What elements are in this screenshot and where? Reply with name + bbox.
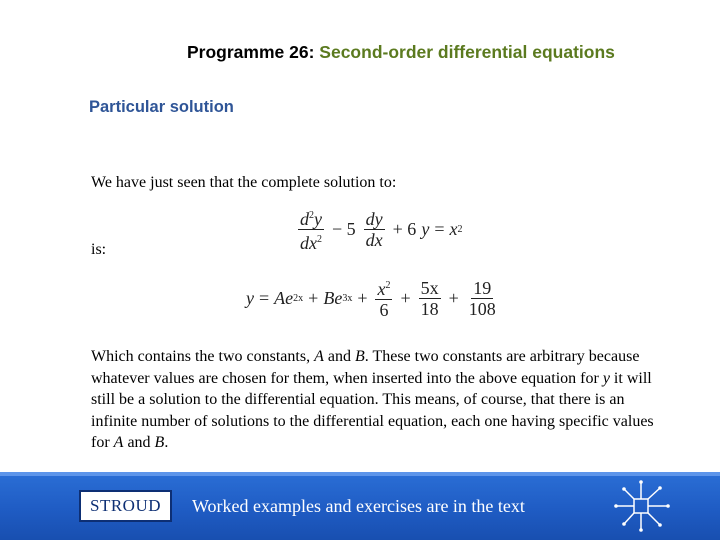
first-derivative-fraction: $\frac{dy}{dx}$ — [365, 209, 383, 250]
programme-header — [187, 42, 615, 63]
section-title: Particular solution — [89, 98, 234, 116]
intro-text: We have just seen that the complete solution to: — [91, 174, 397, 191]
differential-equation: $\frac{d^2y}{dx^2}$ − 5 $\frac{dy}{dx}$ + 6 y = x 2 — [295, 206, 462, 253]
is-label: is: — [91, 241, 107, 258]
compass-star-icon — [614, 480, 670, 532]
x-squared-over-6: $\frac{x^2}{6}$ — [375, 276, 392, 320]
programme-label: Programme 26: — [187, 42, 315, 62]
19-over-108: $\frac{19}{108}$ — [468, 277, 496, 319]
5x-over-18: $\frac{5x}{18}$ — [420, 277, 439, 319]
stroud-logo[interactable]: STROUD — [79, 490, 172, 522]
explanation-paragraph: Which contains the two constants, A and B. These two constants are arbitrary because whatever values are chosen for them, when inserted into the above equation for y it will still be a solution to the differential equation. This means, of course, that there is an infinite number of solutions to the differential equation, each one having specific values for A and B. — [91, 348, 654, 451]
footer-text: Worked examples and exercises are in the text — [192, 496, 525, 516]
programme-subtitle: Second-order differential equations — [319, 42, 615, 62]
complete-solution-equation: y = A e 2x + B e 3x + $\frac{x^2}{6}$ + $\frac{5x}{18}$ + $\frac{19}{108}$ — [246, 277, 496, 320]
second-derivative-fraction: $\frac{d^2y}{dx^2}$ — [298, 206, 324, 253]
